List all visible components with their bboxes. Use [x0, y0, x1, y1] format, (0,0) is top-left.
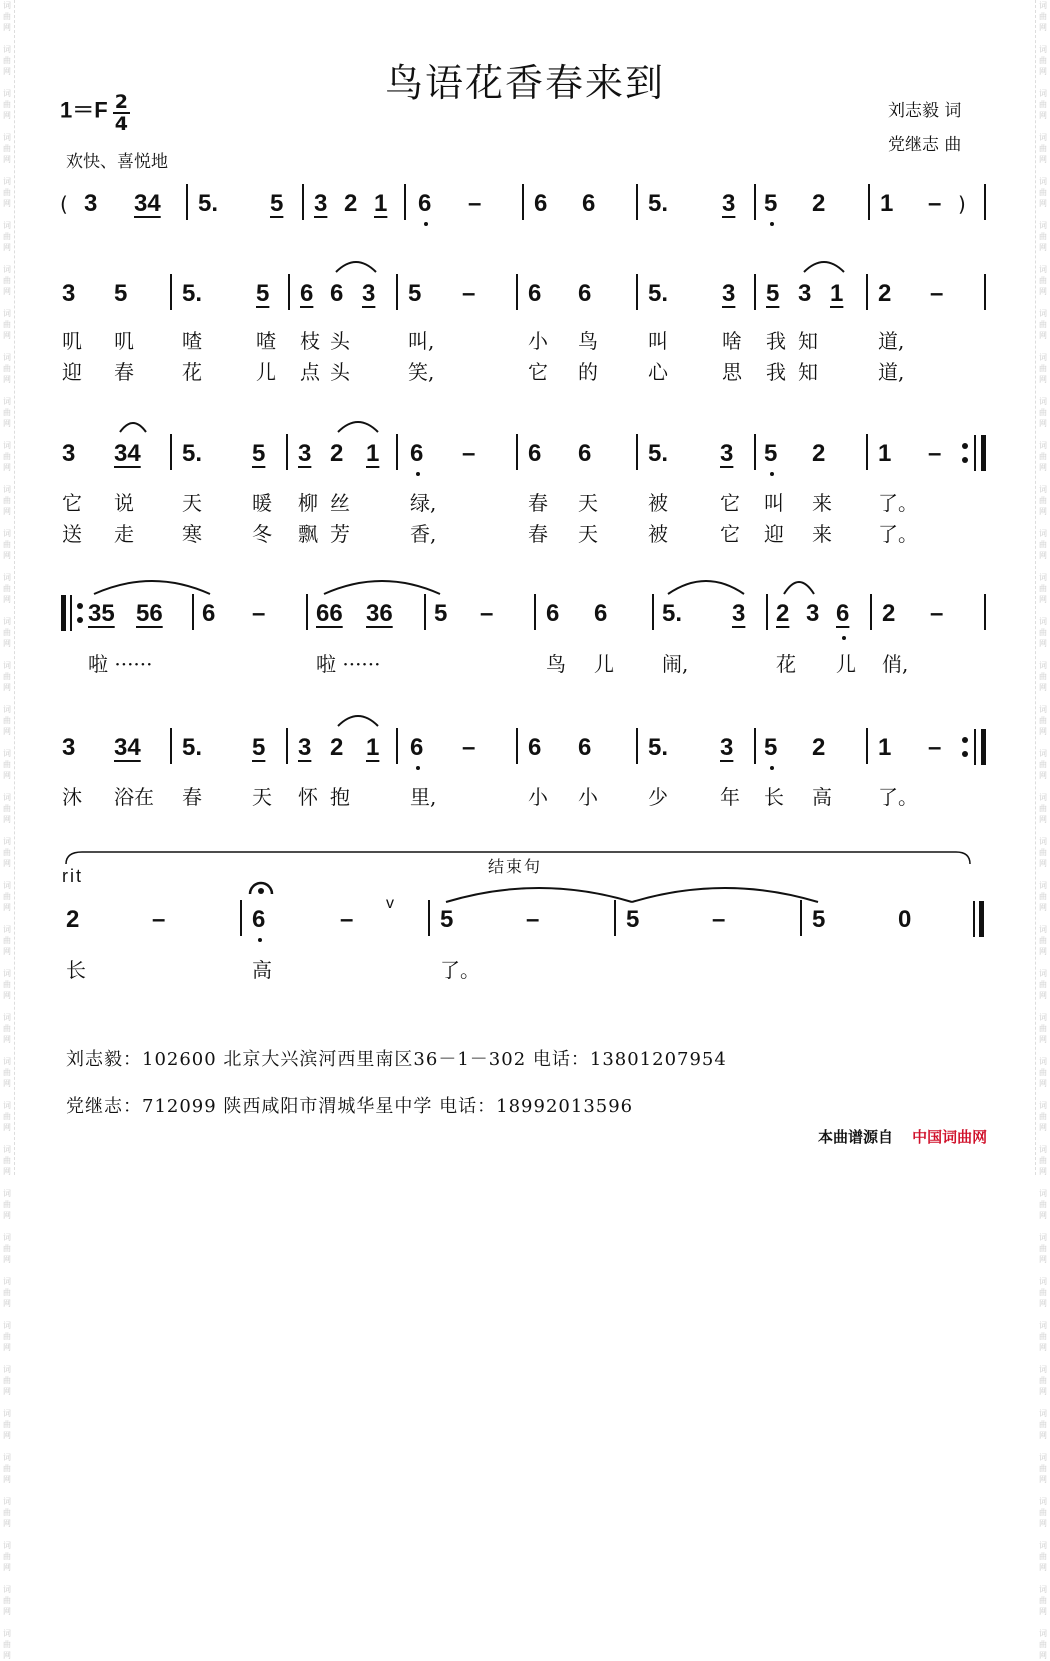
note: 5: [434, 600, 448, 627]
lyric: 枝: [300, 329, 320, 353]
low-octave-dot: [770, 472, 774, 476]
note: 5: [626, 906, 640, 933]
dash: –: [928, 734, 942, 761]
barline: [396, 728, 398, 764]
note: 34: [134, 190, 161, 217]
barline: [286, 434, 288, 470]
note: 6: [578, 440, 592, 467]
note: 1: [878, 440, 892, 467]
note: 6: [410, 440, 424, 467]
low-octave-dot: [416, 472, 420, 476]
note: 3: [314, 190, 328, 217]
note: 1: [878, 734, 892, 761]
lyric: 花: [776, 652, 796, 676]
note: 5.: [182, 280, 203, 307]
dash: –: [462, 280, 476, 307]
lyric: 鸟: [546, 652, 566, 676]
lyric: 了。: [878, 785, 918, 809]
lyric: 说: [114, 491, 134, 515]
lyric: 春: [528, 491, 548, 515]
note: 3: [798, 280, 812, 307]
lyric: 它: [720, 522, 740, 546]
low-octave-dot: [770, 222, 774, 226]
tempo-marking: 欢快、喜悦地: [66, 152, 168, 172]
note: 5: [764, 440, 778, 467]
note: 66: [316, 600, 343, 627]
dash: –: [252, 600, 266, 627]
tie: [630, 882, 820, 904]
note: 3: [722, 280, 736, 307]
lyric: 被: [648, 522, 668, 546]
barline: [652, 594, 654, 630]
dash: –: [712, 906, 726, 933]
note: 2: [812, 734, 826, 761]
lyric: 儿: [836, 652, 856, 676]
note: 6: [528, 440, 542, 467]
barline: [800, 900, 802, 936]
lyric: 鸟: [578, 329, 598, 353]
ending-label: 结束句: [488, 857, 543, 876]
lyric: 迎: [764, 522, 784, 546]
barline: [636, 728, 638, 764]
lyric: 心: [648, 360, 668, 384]
time-signature: $\frac{2}{4}$: [114, 91, 129, 135]
intro-open-paren: (: [60, 192, 68, 216]
dash: –: [468, 190, 482, 217]
barline: [866, 728, 868, 764]
slur: [92, 578, 212, 596]
barline: [754, 728, 756, 764]
note: 2: [882, 600, 896, 627]
lyric: 喳: [256, 329, 276, 353]
lyric: 叽: [62, 329, 82, 353]
note: 2: [330, 440, 344, 467]
lyric: 了。: [878, 522, 918, 546]
barline: [516, 434, 518, 470]
note: 0: [898, 906, 912, 933]
note: 5.: [182, 734, 203, 761]
note: 5: [812, 906, 826, 933]
note: 1: [880, 190, 894, 217]
lyric: 高: [812, 785, 832, 809]
barline: [636, 434, 638, 470]
lyric: 寒: [182, 522, 202, 546]
lyric: 天: [578, 491, 598, 515]
lyric: 怀: [298, 785, 318, 809]
note: 6: [528, 280, 542, 307]
note: 5: [764, 190, 778, 217]
barline: [984, 274, 986, 310]
note: 1: [366, 440, 380, 467]
dash: –: [928, 190, 942, 217]
lyric: 冬: [252, 522, 272, 546]
note: 6: [582, 190, 596, 217]
barline: [868, 184, 870, 220]
barline: [286, 728, 288, 764]
intro-close-paren: ): [958, 192, 966, 216]
lyric: 沐: [62, 785, 82, 809]
barline: [306, 594, 308, 630]
lyric: 喳: [182, 329, 202, 353]
note: 5: [440, 906, 454, 933]
lyric: 小: [528, 785, 548, 809]
slur: [336, 712, 380, 728]
slur: [802, 258, 846, 274]
composer-credit: 党继志 曲: [888, 135, 962, 155]
barline: [866, 434, 868, 470]
note: 6: [578, 280, 592, 307]
tie: [444, 882, 634, 904]
note: 3: [720, 440, 734, 467]
low-octave-dot: [770, 766, 774, 770]
dash: –: [340, 906, 354, 933]
lyric: 柳: [298, 491, 318, 515]
low-octave-dot: [416, 766, 420, 770]
key-label: 1＝F: [60, 97, 108, 123]
note: 6: [410, 734, 424, 761]
lyric: 知: [798, 360, 818, 384]
lyric: 了。: [440, 958, 480, 982]
dash: –: [930, 280, 944, 307]
lyric: 抱: [330, 785, 350, 809]
repeat-end-sign: [960, 728, 990, 766]
song-title: 鸟语花香春来到: [384, 61, 665, 105]
barline: [766, 594, 768, 630]
lyric: 笑,: [408, 360, 435, 384]
barline: [754, 274, 756, 310]
dash: –: [462, 440, 476, 467]
lyric: 天: [578, 522, 598, 546]
contact-lyricist: 刘志毅：102600 北京大兴滨河西里南区36－1－302 电话：13801207954: [66, 1049, 727, 1070]
barline: [170, 274, 172, 310]
note: 5: [252, 734, 266, 761]
barline: [288, 274, 290, 310]
lyric: 俏,: [882, 652, 909, 676]
note: 1: [374, 190, 388, 217]
slur: [666, 578, 746, 596]
lyric: 头: [330, 360, 350, 384]
repeat-start-sign: [60, 594, 88, 632]
note: 3: [806, 600, 820, 627]
barline: [186, 184, 188, 220]
lyric: 浴在: [114, 785, 154, 809]
note: 5: [270, 190, 284, 217]
note: 5.: [648, 440, 669, 467]
note: 6: [330, 280, 344, 307]
lyric: 道,: [878, 329, 905, 353]
note: 1: [366, 734, 380, 761]
contact-composer: 党继志：712099 陕西咸阳市渭城华星中学 电话：18992013596: [66, 1096, 634, 1117]
low-octave-dot: [258, 938, 262, 942]
dash: –: [152, 906, 166, 933]
dash: –: [526, 906, 540, 933]
lyric: 啥: [722, 329, 742, 353]
lyric: 叽: [114, 329, 134, 353]
note: 2: [330, 734, 344, 761]
note: 2: [878, 280, 892, 307]
lyric: 它: [720, 491, 740, 515]
slur: [334, 258, 378, 274]
lyric: 头: [330, 329, 350, 353]
lyric: 被: [648, 491, 668, 515]
barline: [754, 184, 756, 220]
slur: [782, 578, 816, 596]
note: 3: [298, 734, 312, 761]
lyric: 儿: [256, 360, 276, 384]
source-label: 本曲谱源自: [818, 1128, 894, 1146]
lyric: 丝: [330, 491, 350, 515]
note: 56: [136, 600, 163, 627]
dash: –: [480, 600, 494, 627]
lyric: 它: [62, 491, 82, 515]
watermark-left: 词 曲 网 词 曲 网 词 曲 网 词 曲 网 词 曲 网 词 曲 网 词 曲 网 词 曲 网 词 曲 网 词 曲 网 词 曲 网 词 曲 网 词 曲 网 词 曲 网 词 曲 网 词 曲 网 词 曲 网 词 曲 网 词 曲 网 词 曲 网 词 曲 网 词 曲 网 词 曲 网 词 曲 网 词 曲 网 词 曲 网 词 曲 网 词 曲 网 词 曲 网 词 曲 网 词 曲 网 词 曲 网 词 曲 网 词 曲 网 词 曲 网 词 曲 网 词 曲 网 词 曲 网: [0, 0, 15, 1175]
barline: [534, 594, 536, 630]
barline: [636, 274, 638, 310]
dash: –: [462, 734, 476, 761]
lyric: 绿,: [410, 491, 437, 515]
note: 5: [408, 280, 422, 307]
lyric: 走: [114, 522, 134, 546]
lyric: 春: [182, 785, 202, 809]
note: 2: [812, 190, 826, 217]
lyric: 小: [578, 785, 598, 809]
note: 6: [546, 600, 560, 627]
barline: [984, 594, 986, 630]
note: 2: [344, 190, 358, 217]
note: 3: [732, 600, 746, 627]
barline: [192, 594, 194, 630]
lyric: 我: [766, 360, 786, 384]
note: 3: [84, 190, 98, 217]
note: 5: [252, 440, 266, 467]
lyric: 叫: [764, 491, 784, 515]
note: 6: [202, 600, 216, 627]
lyric: 啦 ······: [316, 652, 381, 676]
note: 5.: [648, 190, 669, 217]
breath-mark: v: [386, 895, 394, 912]
lyric: 了。: [878, 491, 918, 515]
lyric: 啦 ······: [88, 652, 153, 676]
lyric: 天: [182, 491, 202, 515]
lyric: 知: [798, 329, 818, 353]
note: 5.: [662, 600, 683, 627]
watermark-right: 词 曲 网 词 曲 网 词 曲 网 词 曲 网 词 曲 网 词 曲 网 词 曲 网 词 曲 网 词 曲 网 词 曲 网 词 曲 网 词 曲 网 词 曲 网 词 曲 网 词 曲 网 词 曲 网 词 曲 网 词 曲 网 词 曲 网 词 曲 网 词 曲 网 词 曲 网 词 曲 网 词 曲 网 词 曲 网 词 曲 网 词 曲 网 词 曲 网 词 曲 网 词 曲 网 词 曲 网 词 曲 网 词 曲 网 词 曲 网 词 曲 网 词 曲 网 词 曲 网 词 曲 网: [1035, 0, 1050, 1175]
lyric: 送: [62, 522, 82, 546]
lyric: 春: [114, 360, 134, 384]
lyric: 飘: [298, 522, 318, 546]
note: 2: [776, 600, 790, 627]
note: 6: [836, 600, 850, 627]
low-octave-dot: [424, 222, 428, 226]
note: 6: [300, 280, 314, 307]
barline: [170, 434, 172, 470]
note: 1: [830, 280, 844, 307]
note: 2: [812, 440, 826, 467]
lyric: 迎: [62, 360, 82, 384]
barline: [754, 434, 756, 470]
note: 5: [114, 280, 128, 307]
lyric: 闹,: [662, 652, 689, 676]
note: 5: [256, 280, 270, 307]
repeat-end-sign: [960, 434, 990, 472]
dash: –: [928, 440, 942, 467]
lyric: 芳: [330, 522, 350, 546]
note: 5.: [648, 280, 669, 307]
lyric: 高: [252, 958, 272, 982]
note: 5.: [198, 190, 219, 217]
barline: [396, 434, 398, 470]
source-footer: [818, 1126, 987, 1147]
note: 3: [720, 734, 734, 761]
lyric: 香,: [410, 522, 437, 546]
lyric: 暖: [252, 491, 272, 515]
lyric: 叫,: [408, 329, 435, 353]
slur: [336, 418, 380, 434]
lyric: 小: [528, 329, 548, 353]
barline: [428, 900, 430, 936]
lyric: 叫: [648, 329, 668, 353]
barline: [302, 184, 304, 220]
note: 34: [114, 440, 141, 467]
note: 2: [66, 906, 80, 933]
note: 35: [88, 600, 115, 627]
lyric: 年: [720, 785, 740, 809]
note: 6: [528, 734, 542, 761]
note: 3: [298, 440, 312, 467]
barline: [522, 184, 524, 220]
ritardando: rit: [62, 866, 83, 886]
barline: [516, 274, 518, 310]
final-barline: [972, 900, 988, 938]
note: 6: [594, 600, 608, 627]
barline: [516, 728, 518, 764]
lyric: 少: [648, 785, 668, 809]
dash: –: [930, 600, 944, 627]
note: 3: [62, 734, 76, 761]
lyric: 我: [766, 329, 786, 353]
lyric: 的: [578, 360, 598, 384]
key-signature: [60, 92, 130, 134]
note: 6: [418, 190, 432, 217]
low-octave-dot: [842, 636, 846, 640]
site-link[interactable]: 中国词曲网: [912, 1128, 988, 1146]
lyric: 道,: [878, 360, 905, 384]
lyric: 儿: [594, 652, 614, 676]
lyric: 花: [182, 360, 202, 384]
lyric: 天: [252, 785, 272, 809]
barline: [240, 900, 242, 936]
lyric: 来: [812, 491, 832, 515]
note: 5.: [182, 440, 203, 467]
lyric: 长: [764, 785, 784, 809]
lyric: 里,: [410, 785, 437, 809]
barline: [614, 900, 616, 936]
barline: [866, 274, 868, 310]
lyric: 思: [722, 360, 742, 384]
lyric: 它: [528, 360, 548, 384]
note: 5.: [648, 734, 669, 761]
slur: [118, 418, 148, 434]
lyric: 来: [812, 522, 832, 546]
note: 6: [578, 734, 592, 761]
barline: [404, 184, 406, 220]
barline: [984, 184, 986, 220]
barline: [170, 728, 172, 764]
lyric: 长: [66, 958, 86, 982]
lyric: 点: [300, 360, 320, 384]
note: 3: [62, 280, 76, 307]
barline: [396, 274, 398, 310]
note: 36: [366, 600, 393, 627]
note: 3: [62, 440, 76, 467]
barline: [636, 184, 638, 220]
barline: [424, 594, 426, 630]
note: 34: [114, 734, 141, 761]
lyric: 春: [528, 522, 548, 546]
fermata-icon: [248, 876, 274, 896]
note: 6: [252, 906, 266, 933]
note: 5: [764, 734, 778, 761]
note: 3: [722, 190, 736, 217]
note: 5: [766, 280, 780, 307]
lyricist-credit: 刘志毅 词: [888, 101, 962, 121]
note: 3: [362, 280, 376, 307]
barline: [870, 594, 872, 630]
note: 6: [534, 190, 548, 217]
